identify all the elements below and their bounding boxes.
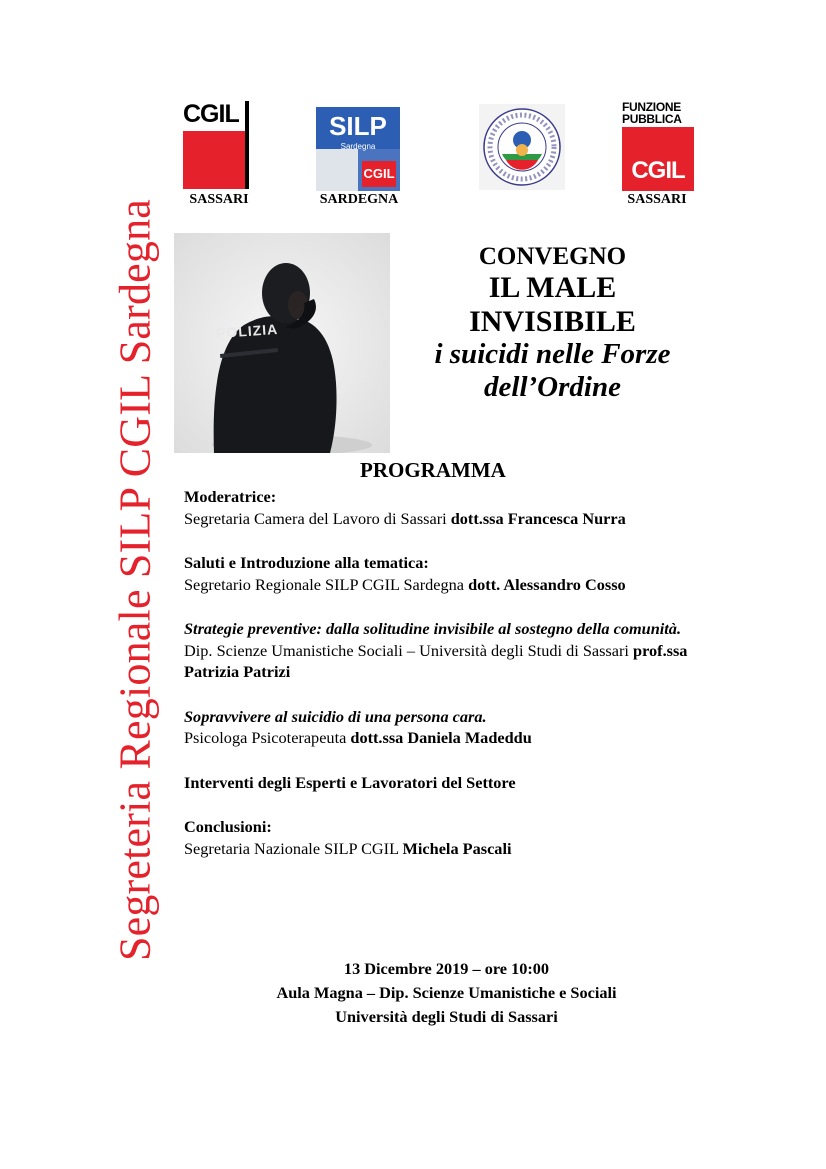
program-item-speaker: dott.ssa Daniela Madeddu <box>350 728 532 747</box>
title-convegno: CONVEGNO <box>478 243 627 270</box>
title-subtitle-line1: i suicidi nelle Forze <box>434 338 671 371</box>
title-line-invisibile: INVISIBILE <box>469 304 636 338</box>
silp-logo-text: SILP <box>329 111 387 141</box>
silp-logo <box>316 107 400 191</box>
police-officer-photo <box>174 233 390 453</box>
program-item <box>184 552 704 595</box>
program-item <box>184 618 704 683</box>
program-item-speaker: dott. Alessandro Cosso <box>468 574 626 594</box>
event-university: Università degli Studi di Sassari <box>335 1007 558 1026</box>
programma-heading: PROGRAMMA <box>360 458 506 482</box>
fisac-logo <box>479 104 565 190</box>
cgil-logo <box>183 101 249 189</box>
program-item-text: Psicologa Psicoterapeuta <box>184 728 351 747</box>
silp-logo-sub: Sardegna <box>340 142 376 151</box>
program-item-heading: Saluti e Introduzione alla tematica: <box>184 553 429 572</box>
title-line-il-male: IL MALE <box>488 271 617 304</box>
program-item-heading: Moderatrice: <box>184 487 277 506</box>
event-date: 13 Dicembre 2019 – ore 10:00 <box>343 959 550 978</box>
program-item-text: Segretario Regionale SILP CGIL Sardegna <box>184 574 469 594</box>
event-venue: Aula Magna – Dip. Scienze Umanistiche e Sociali <box>276 983 617 1002</box>
silp-logo-label: SARDEGNA <box>319 192 399 207</box>
program-item-text: Segretaria Camera del Lavoro di Sassari <box>184 508 451 528</box>
title-subtitle-line2: dell’Ordine <box>484 370 621 403</box>
event-details <box>184 957 709 1029</box>
fp-logo-line2: PUBBLICA <box>622 112 682 126</box>
silp-logo-cgil-box: CGIL <box>362 161 396 187</box>
cgil-logo-text: CGIL <box>183 100 239 128</box>
fp-logo-cgil-text: CGIL <box>631 157 685 184</box>
fp-logo-redbox <box>622 127 694 191</box>
fp-logo-line1: FUNZIONE <box>622 100 681 114</box>
program-item-text: Dip. Scienze Umanistiche Sociali – Università degli Studi di Sassari <box>184 640 634 660</box>
cgil-logo-redbox <box>183 131 247 189</box>
program-list <box>184 486 704 882</box>
fp-logo-label: SASSARI <box>627 192 687 207</box>
program-item-heading: Sopravvivere al suicidio di una persona cara. <box>184 706 487 726</box>
program-item-speaker: Michela Pascali <box>402 838 512 858</box>
program-item-heading: Strategie preventive: dalla solitudine invisibile al sostegno della comunità. <box>184 619 682 638</box>
funzione-pubblica-logo <box>622 101 694 191</box>
cgil-logo-bar <box>245 101 249 189</box>
photo-badge-text: POLIZIA <box>215 320 279 342</box>
program-item-speaker: prof.ssa Patrizia Patrizi <box>184 640 688 681</box>
program-item-text: Segretaria Nazionale SILP CGIL <box>184 838 403 858</box>
side-title-text: Segreteria Regionale SILP CGIL Sardegna <box>110 198 160 962</box>
program-item <box>184 486 704 529</box>
program-item <box>184 816 704 859</box>
program-item <box>184 772 704 794</box>
program-item-heading: Interventi degli Esperti e Lavoratori del Settore <box>184 772 516 792</box>
program-item-speaker: dott.ssa Francesca Nurra <box>450 508 626 528</box>
program-item-heading: Conclusioni: <box>184 817 272 836</box>
cgil-logo-label: SASSARI <box>189 192 249 207</box>
program-item <box>184 706 704 749</box>
event-title <box>400 243 705 403</box>
